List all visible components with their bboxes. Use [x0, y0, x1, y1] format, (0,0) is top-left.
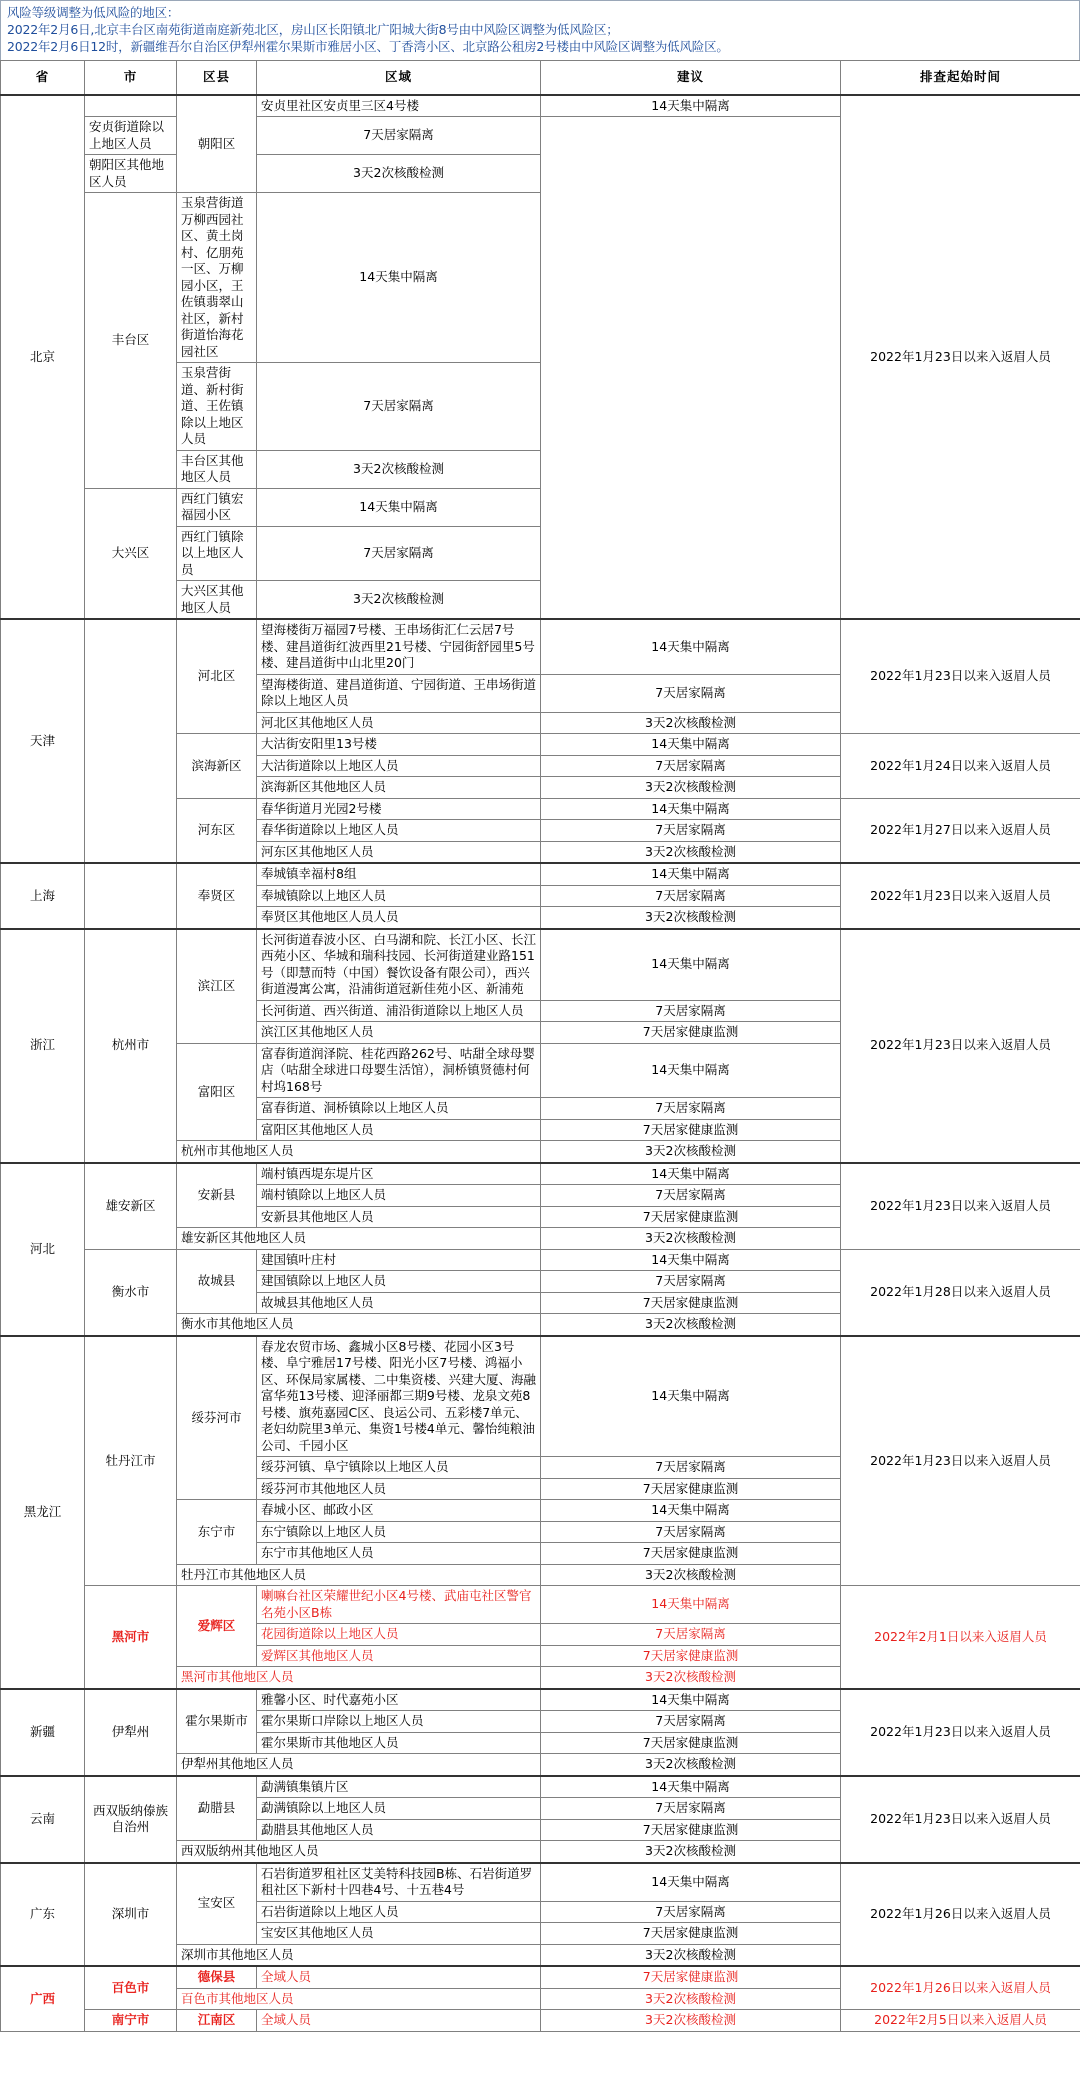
- cell-advice: 3天2次核酸检测: [541, 1841, 841, 1863]
- table-row: [1, 619, 1080, 674]
- cell-province: 上海: [1, 863, 85, 929]
- cell-advice: 7天居家隔离: [541, 1271, 841, 1293]
- cell-advice: 3天2次核酸检测: [541, 841, 841, 863]
- cell-area: 霍尔果斯市其他地区人员: [257, 1732, 541, 1754]
- cell-area: 建国镇除以上地区人员: [257, 1271, 541, 1293]
- cell-advice: 7天居家健康监测: [541, 1478, 841, 1500]
- cell-province: 北京: [1, 95, 85, 620]
- cell-advice: 14天集中隔离: [541, 1249, 841, 1271]
- table-row: [1, 1776, 1080, 1798]
- cell-province: 黑龙江: [1, 1336, 85, 1689]
- cell-area: 杭州市其他地区人员: [177, 1141, 541, 1163]
- cell-area: 河北区其他地区人员: [257, 712, 541, 734]
- cell-province: 新疆: [1, 1689, 85, 1776]
- cell-area: 滨江区其他地区人员: [257, 1022, 541, 1044]
- cell-city: 伊犁州: [85, 1689, 177, 1776]
- cell-city: 深圳市: [85, 1863, 177, 1967]
- cell-district: 绥芬河市: [177, 1336, 257, 1500]
- cell-area: 安贞街道除以上地区人员: [85, 117, 177, 155]
- cell-advice: 14天集中隔离: [541, 929, 841, 1001]
- cell-city: 雄安新区: [85, 1163, 177, 1250]
- cell-area: 大兴区其他地区人员: [177, 581, 257, 620]
- cell-advice: 3天2次核酸检测: [257, 581, 541, 620]
- cell-start-time: 2022年1月27日以来入返眉人员: [841, 798, 1080, 863]
- table-row: [1, 1966, 1080, 1988]
- table-row: [1, 929, 1080, 1001]
- cell-start-time: 2022年1月23日以来入返眉人员: [841, 95, 1080, 620]
- notice-title: 风险等级调整为低风险的地区：: [7, 5, 180, 20]
- cell-advice: 7天居家隔离: [541, 1185, 841, 1207]
- cell-advice: 14天集中隔离: [541, 95, 841, 117]
- table-row: [1, 1586, 1080, 1624]
- cell-area: 故城县其他地区人员: [257, 1292, 541, 1314]
- cell-area: 东宁市其他地区人员: [257, 1543, 541, 1565]
- cell-advice: 3天2次核酸检测: [257, 450, 541, 488]
- header-area: 区域: [257, 61, 541, 95]
- table-row: [1, 2010, 1080, 2032]
- header-province: 省: [1, 61, 85, 95]
- cell-advice: 14天集中隔离: [541, 1863, 841, 1902]
- cell-advice: 7天居家隔离: [541, 1000, 841, 1022]
- cell-advice: 3天2次核酸检测: [257, 155, 541, 193]
- cell-start-time: 2022年1月24日以来入返眉人员: [841, 734, 1080, 799]
- cell-advice: 3天2次核酸检测: [541, 1141, 841, 1163]
- cell-start-time: 2022年2月1日以来入返眉人员: [841, 1586, 1080, 1689]
- cell-advice: 7天居家隔离: [541, 885, 841, 907]
- cell-advice: 7天居家隔离: [541, 1521, 841, 1543]
- cell-district: 河北区: [177, 619, 257, 734]
- cell-advice: 14天集中隔离: [257, 193, 541, 363]
- cell-area: 安新县其他地区人员: [257, 1206, 541, 1228]
- cell-area: 伊犁州其他地区人员: [177, 1754, 541, 1776]
- cell-advice: 7天居家健康监测: [541, 1292, 841, 1314]
- table-header-row: [1, 61, 1080, 95]
- cell-area: 绥芬河市其他地区人员: [257, 1478, 541, 1500]
- cell-area: 奉城镇除以上地区人员: [257, 885, 541, 907]
- cell-advice: 14天集中隔离: [541, 1689, 841, 1711]
- cell-area: 勐满镇除以上地区人员: [257, 1798, 541, 1820]
- cell-district: 爱辉区: [177, 1586, 257, 1667]
- cell-area: 玉泉营街道万柳西园社区、黄土岗村、亿朋苑一区、万柳园小区，王佐镇翡翠山社区，新村街道怡海花园社区: [177, 193, 257, 363]
- cell-area: 安贞里社区安贞里三区4号楼: [257, 95, 541, 117]
- table-row: [1, 1863, 1080, 1902]
- cell-advice: 7天居家隔离: [541, 1711, 841, 1733]
- cell-advice: 7天居家隔离: [257, 117, 541, 155]
- cell-district: 江南区: [177, 2010, 257, 2032]
- cell-area: 西红门镇除以上地区人员: [177, 526, 257, 581]
- cell-district: 丰台区: [85, 193, 177, 489]
- cell-district: 勐腊县: [177, 1776, 257, 1841]
- cell-area: 春城小区、邮政小区: [257, 1500, 541, 1522]
- cell-advice: 7天居家健康监测: [541, 1543, 841, 1565]
- cell-area: 雅馨小区、时代嘉苑小区: [257, 1689, 541, 1711]
- cell-city: 西双版纳傣族自治州: [85, 1776, 177, 1863]
- cell-district: 奉贤区: [177, 863, 257, 929]
- risk-area-table: [0, 60, 1080, 2032]
- header-start-time: 排查起始时间: [841, 61, 1080, 95]
- cell-district: 河东区: [177, 798, 257, 863]
- cell-area: 河东区其他地区人员: [257, 841, 541, 863]
- cell-advice: 7天居家隔离: [541, 1624, 841, 1646]
- cell-area: 黑河市其他地区人员: [177, 1667, 541, 1689]
- cell-area: 富春街道润泽院、桂花西路262号、咕甜全球母婴店（咕甜全球进口母婴生活馆），洞桥镇贤德村何村坞168号: [257, 1043, 541, 1098]
- cell-area: 望海楼街道、建昌道街道、宁园街道、王串场街道除以上地区人员: [257, 674, 541, 712]
- cell-advice: 14天集中隔离: [541, 619, 841, 674]
- cell-advice: 14天集中隔离: [541, 863, 841, 885]
- cell-city: 牡丹江市: [85, 1336, 177, 1586]
- cell-area: 全域人员: [257, 1966, 541, 1988]
- cell-area: 端村镇除以上地区人员: [257, 1185, 541, 1207]
- cell-area: 长河街道春波小区、白马湖和院、长江小区、长江西苑小区、华城和瑞科技园、长河街道建业路151号（即慧而特（中国）餐饮设备有限公司），西兴街道漫寓公寓，沿浦街道冠新佳苑小区、新浦苑: [257, 929, 541, 1001]
- cell-province: 天津: [1, 619, 85, 863]
- cell-area: 建国镇叶庄村: [257, 1249, 541, 1271]
- cell-area: 奉贤区其他地区人员人员: [257, 907, 541, 929]
- cell-advice: 7天居家健康监测: [541, 1966, 841, 1988]
- cell-start-time: 2022年1月23日以来入返眉人员: [841, 619, 1080, 734]
- cell-advice: 3天2次核酸检测: [541, 712, 841, 734]
- notice-line-1: 2022年2月6日,北京丰台区南苑街道南庭新苑北区，房山区长阳镇北广阳城大街8号由中风险区调整为低风险区；: [7, 22, 619, 37]
- cell-advice: 7天居家健康监测: [541, 1206, 841, 1228]
- cell-area: 绥芬河镇、阜宁镇除以上地区人员: [257, 1457, 541, 1479]
- cell-advice: 7天居家隔离: [541, 755, 841, 777]
- cell-area: 石岩街道罗租社区艾美特科技园B栋、石岩街道罗租社区下新村十四巷4号、十五巷4号: [257, 1863, 541, 1902]
- cell-area: 春龙农贸市场、鑫城小区8号楼、花园小区3号楼、阜宁雅居17号楼、阳光小区7号楼、鸿福小区、环保局家属楼、二中集资楼、兴建大厦、海融富华苑13号楼、迎泽丽都三期9号楼、龙泉文苑8号楼、旗苑嘉园C区、良运公司、五彩楼7单元、老妇幼院里3单元、集资1号楼4单元、馨怡纯粮油公司、千园小区: [257, 1336, 541, 1457]
- cell-start-time: 2022年1月28日以来入返眉人员: [841, 1249, 1080, 1336]
- cell-advice: 7天居家健康监测: [541, 1645, 841, 1667]
- cell-district: 滨海新区: [177, 734, 257, 799]
- header-city: 市: [85, 61, 177, 95]
- cell-advice: 7天居家隔离: [541, 674, 841, 712]
- cell-advice: 3天2次核酸检测: [541, 907, 841, 929]
- cell-start-time: 2022年2月5日以来入返眉人员: [841, 2010, 1080, 2032]
- cell-advice: 3天2次核酸检测: [541, 1754, 841, 1776]
- cell-area: 喇嘛台社区荣耀世纪小区4号楼、武庙屯社区警官名苑小区B栋: [257, 1586, 541, 1624]
- cell-advice: 7天居家隔离: [257, 363, 541, 451]
- cell-advice: 14天集中隔离: [541, 1163, 841, 1185]
- cell-district: 东宁市: [177, 1500, 257, 1565]
- cell-city: 衡水市: [85, 1249, 177, 1336]
- table-row: [1, 1163, 1080, 1185]
- table-body: [1, 95, 1080, 2032]
- cell-area: 牡丹江市其他地区人员: [177, 1564, 541, 1586]
- cell-advice: 3天2次核酸检测: [541, 1564, 841, 1586]
- cell-area: 滨海新区其他地区人员: [257, 777, 541, 799]
- cell-area: 衡水市其他地区人员: [177, 1314, 541, 1336]
- cell-advice: 14天集中隔离: [541, 734, 841, 756]
- cell-city: 杭州市: [85, 929, 177, 1163]
- cell-advice: 3天2次核酸检测: [541, 1988, 841, 2010]
- cell-city: [85, 95, 177, 117]
- cell-province: 广东: [1, 1863, 85, 1967]
- cell-start-time: 2022年1月23日以来入返眉人员: [841, 929, 1080, 1163]
- cell-advice: 14天集中隔离: [257, 488, 541, 526]
- cell-advice: 14天集中隔离: [541, 1043, 841, 1098]
- cell-advice: 3天2次核酸检测: [541, 1228, 841, 1250]
- table-row: [1, 1249, 1080, 1271]
- cell-area: 朝阳区其他地区人员: [85, 155, 177, 193]
- cell-area: 春华街道月光园2号楼: [257, 798, 541, 820]
- cell-area: 宝安区其他地区人员: [257, 1923, 541, 1945]
- cell-start-time: 2022年1月26日以来入返眉人员: [841, 1966, 1080, 2010]
- cell-city: [85, 863, 177, 929]
- cell-advice: 14天集中隔离: [541, 1336, 841, 1457]
- cell-district: 安新县: [177, 1163, 257, 1228]
- cell-start-time: 2022年1月23日以来入返眉人员: [841, 1336, 1080, 1586]
- cell-area: 西红门镇宏福园小区: [177, 488, 257, 526]
- cell-district: 朝阳区: [177, 95, 257, 193]
- cell-advice: 7天居家隔离: [541, 1098, 841, 1120]
- cell-city: [85, 619, 177, 863]
- cell-advice: 7天居家隔离: [541, 1457, 841, 1479]
- cell-advice: 7天居家健康监测: [541, 1022, 841, 1044]
- cell-advice: 7天居家健康监测: [541, 1819, 841, 1841]
- cell-advice: 7天居家隔离: [541, 820, 841, 842]
- cell-district: 霍尔果斯市: [177, 1689, 257, 1754]
- cell-area: 全域人员: [257, 2010, 541, 2032]
- cell-start-time: 2022年1月23日以来入返眉人员: [841, 1776, 1080, 1863]
- cell-area: 丰台区其他地区人员: [177, 450, 257, 488]
- cell-district: 德保县: [177, 1966, 257, 1988]
- cell-area: 望海楼街万福园7号楼、王串场街汇仁云居7号楼、建昌道街红波西里21号楼、宁园街舒园里5号楼、建昌道街中山北里20门: [257, 619, 541, 674]
- cell-area: 花园街道除以上地区人员: [257, 1624, 541, 1646]
- cell-district: 滨江区: [177, 929, 257, 1044]
- cell-advice: 3天2次核酸检测: [541, 1944, 841, 1966]
- cell-area: 大沽街安阳里13号楼: [257, 734, 541, 756]
- cell-start-time: 2022年1月26日以来入返眉人员: [841, 1863, 1080, 1967]
- cell-advice: 7天居家隔离: [541, 1798, 841, 1820]
- cell-area: 长河街道、西兴街道、浦沿街道除以上地区人员: [257, 1000, 541, 1022]
- cell-start-time: 2022年1月23日以来入返眉人员: [841, 863, 1080, 929]
- cell-advice: 3天2次核酸检测: [541, 2010, 841, 2032]
- cell-advice: 7天居家健康监测: [541, 1923, 841, 1945]
- cell-area: 奉城镇幸福村8组: [257, 863, 541, 885]
- cell-area: 雄安新区其他地区人员: [177, 1228, 541, 1250]
- cell-area: 春华街道除以上地区人员: [257, 820, 541, 842]
- cell-area: 霍尔果斯口岸除以上地区人员: [257, 1711, 541, 1733]
- cell-province: 浙江: [1, 929, 85, 1163]
- cell-advice: 14天集中隔离: [541, 1776, 841, 1798]
- cell-area: 深圳市其他地区人员: [177, 1944, 541, 1966]
- cell-advice: 14天集中隔离: [541, 798, 841, 820]
- cell-area: 玉泉营街道、新村街道、王佐镇除以上地区人员: [177, 363, 257, 451]
- cell-province: 河北: [1, 1163, 85, 1336]
- cell-area: 爱辉区其他地区人员: [257, 1645, 541, 1667]
- cell-city: 黑河市: [85, 1586, 177, 1689]
- cell-district: 富阳区: [177, 1043, 257, 1141]
- cell-area: 勐腊县其他地区人员: [257, 1819, 541, 1841]
- cell-area: 勐满镇集镇片区: [257, 1776, 541, 1798]
- cell-advice: 3天2次核酸检测: [541, 1667, 841, 1689]
- cell-area: 西双版纳州其他地区人员: [177, 1841, 541, 1863]
- cell-advice: 7天居家健康监测: [541, 1732, 841, 1754]
- cell-area: 石岩街道除以上地区人员: [257, 1901, 541, 1923]
- cell-district: 大兴区: [85, 488, 177, 619]
- cell-advice: 3天2次核酸检测: [541, 777, 841, 799]
- cell-province: 广西: [1, 1966, 85, 2031]
- cell-city: 南宁市: [85, 2010, 177, 2032]
- cell-district: 故城县: [177, 1249, 257, 1314]
- cell-advice: 14天集中隔离: [541, 1586, 841, 1624]
- cell-advice: 14天集中隔离: [541, 1500, 841, 1522]
- cell-start-time: 2022年1月23日以来入返眉人员: [841, 1689, 1080, 1776]
- cell-city: 百色市: [85, 1966, 177, 2010]
- cell-area: 富阳区其他地区人员: [257, 1119, 541, 1141]
- table-row: [1, 95, 1080, 117]
- cell-area: 端村镇西堤东堤片区: [257, 1163, 541, 1185]
- cell-area: 大沽街道除以上地区人员: [257, 755, 541, 777]
- cell-area: 百色市其他地区人员: [177, 1988, 541, 2010]
- header-district: 区县: [177, 61, 257, 95]
- cell-advice: 7天居家隔离: [541, 1901, 841, 1923]
- table-row: [1, 1689, 1080, 1711]
- cell-area: 东宁镇除以上地区人员: [257, 1521, 541, 1543]
- header-advice: 建议: [541, 61, 841, 95]
- notice-block: [0, 0, 1080, 60]
- table-row: [1, 863, 1080, 885]
- cell-advice: 7天居家隔离: [257, 526, 541, 581]
- cell-advice: 7天居家健康监测: [541, 1119, 841, 1141]
- notice-line-2: 2022年2月6日12时，新疆维吾尔自治区伊犁州霍尔果斯市雅居小区、丁香湾小区、北京路公租房2号楼由中风险区调整为低风险区。: [7, 39, 729, 54]
- table-row: [1, 1336, 1080, 1457]
- cell-district: 宝安区: [177, 1863, 257, 1945]
- cell-area: 富春街道、洞桥镇除以上地区人员: [257, 1098, 541, 1120]
- cell-province: 云南: [1, 1776, 85, 1863]
- cell-advice: 3天2次核酸检测: [541, 1314, 841, 1336]
- cell-start-time: 2022年1月23日以来入返眉人员: [841, 1163, 1080, 1250]
